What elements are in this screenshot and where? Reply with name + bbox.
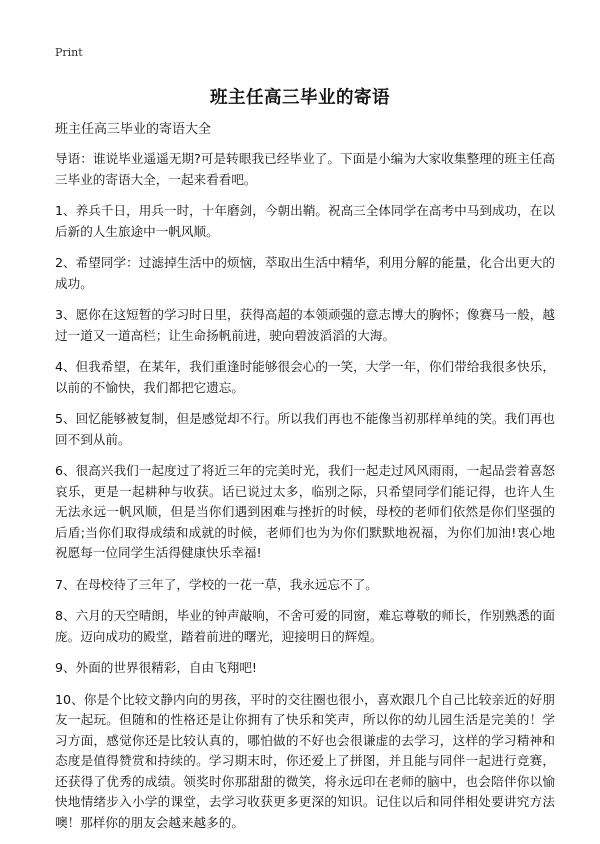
print-link[interactable]: Print <box>55 46 83 59</box>
page-title: 班主任高三毕业的寄语 <box>210 88 390 108</box>
paragraph-1: 1、养兵千日，用兵一时，十年磨剑，今朝出鞘。祝高三全体同学在高考中马到成功，在以后新的人生旅途中一帆风顺。 <box>55 203 555 239</box>
paragraph-2: 2、希望同学：过滤掉生活中的烦恼，萃取出生活中精华，利用分解的能量，化合出更大的成功。 <box>55 255 555 291</box>
paragraph-7: 7、在母校待了三年了，学校的一花一草，我永远忘不了。 <box>55 576 378 592</box>
paragraph-4: 4、但我希望，在某年，我们重逢时能够很会心的一笑，大学一年，你们带给我很多快乐，以前的不愉快，我们都把它遗忘。 <box>55 359 555 395</box>
paragraph-intro: 导语：谁说毕业遥遥无期?可是转眼我已经毕业了。下面是小编为大家收集整理的班主任高三毕业的寄语大全，一起来看看吧。 <box>55 151 555 187</box>
paragraph-6: 6、很高兴我们一起度过了将近三年的完美时光，我们一起走过风风雨雨，一起品尝着喜怒哀乐，更是一起耕种与收获。话已说过太多，临别之际，只希望同学们能记得，也许人生无法永远一帆风顺，但是当你们遇到困难与挫折的时候，母校的老师们依然是你们坚强的后盾;当你们取得成绩和成就的时候，老师们也为为你们默默地祝福，为你们加油!衷心地祝愿每一位同学生活得健康快乐幸福! <box>55 463 555 560</box>
paragraph-8: 8、六月的天空晴朗，毕业的钟声敲响，不舍可爱的同窗，难忘尊敬的师长，作别熟悉的面庞。迈向成功的殿堂，踏着前进的曙光，迎接明日的辉煌。 <box>55 608 555 644</box>
paragraph-5: 5、回忆能够被复制，但是感觉却不行。所以我们再也不能像当初那样单纯的笑。我们再也回不到从前。 <box>55 411 555 447</box>
document-subtitle: 班主任高三毕业的寄语大全 <box>55 122 212 137</box>
paragraph-3: 3、愿你在这短暂的学习时日里，获得高超的本领顽强的意志博大的胸怀；像赛马一般，越过一道又一道高栏；让生命扬帆前进，驶向碧波滔滔的大海。 <box>55 307 555 343</box>
paragraph-10: 10、你是个比较文静内向的男孩，平时的交往圈也很小，喜欢跟几个自己比较亲近的好朋友一起玩。但随和的性格还是让你拥有了快乐和笑声，所以你的幼儿园生活是完美的！学习方面，感觉你还是比较认真的，哪怕做的不好也会很谦虚的去学习，这样的学习精神和态度是值得赞赏和持续的。学习期末时，你还爱上了拼图，并且能与同伴一起进行竞赛，还获得了优秀的成绩。领奖时你那甜甜的微笑，将永远印在老师的脑中，也会陪伴你以愉快地情绪步入小学的课堂，去学习收获更多更深的知识。记住以后和同伴相处要讲究方法噢！那样你的朋友会越来越多的。 <box>55 691 555 830</box>
paragraph-9: 9、外面的世界很精彩，自由飞翔吧! <box>55 660 257 675</box>
article-body <box>55 149 555 844</box>
